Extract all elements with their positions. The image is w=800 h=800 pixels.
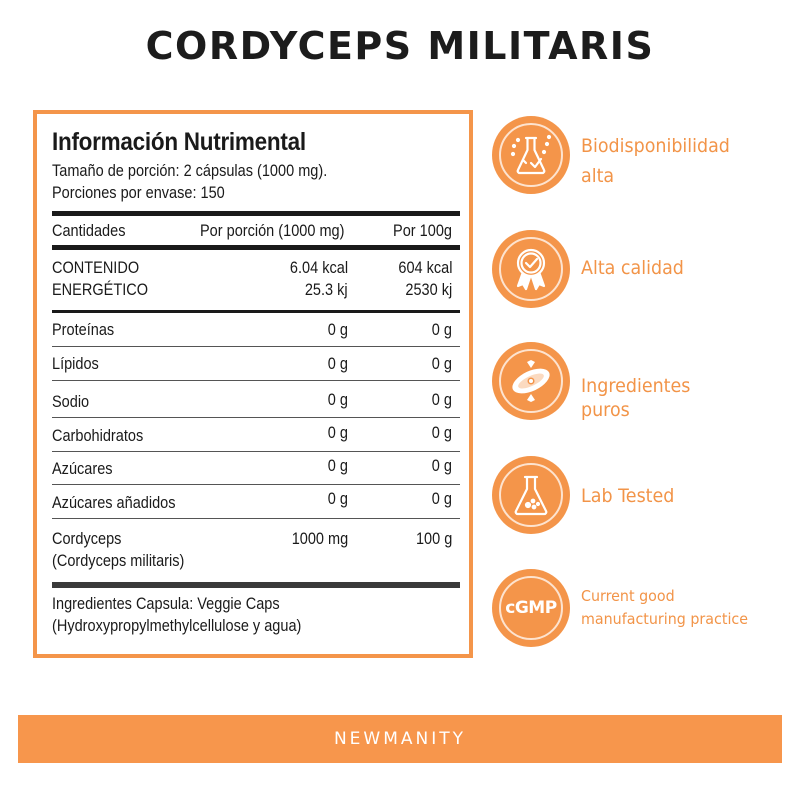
feature-cgmp: [492, 569, 792, 649]
divider: [52, 484, 460, 485]
divider: [52, 346, 460, 347]
active-per-serving: 1000 mg: [291, 530, 348, 548]
feature-label-line1: Biodisponibilidad: [581, 135, 730, 157]
nutrient-label: Proteínas: [52, 321, 115, 339]
nutrient-label: Azúcares: [52, 460, 113, 478]
nutrient-label: Azúcares añadidos: [52, 494, 176, 512]
divider: [52, 417, 460, 418]
nutrition-facts-panel: [33, 110, 473, 658]
divider-thick: [52, 211, 460, 216]
brand-logo: NEWMANITY: [333, 729, 467, 749]
nutrient-per-serving: 0 g: [327, 457, 348, 475]
energy-kj-per-100g: 2530 kj: [405, 281, 452, 299]
nutrient-label: Sodio: [52, 393, 90, 411]
servings-per-container: Porciones por envase: 150: [52, 184, 225, 202]
feature-label-line1: Alta calidad: [581, 257, 684, 279]
cgmp-badge: [492, 569, 570, 647]
energy-kj-per-serving: 25.3 kj: [305, 281, 348, 299]
active-label-line2: (Cordyceps militaris): [52, 552, 185, 570]
nutrient-per-100g: 0 g: [431, 391, 452, 409]
feature-label-line1: Lab Tested: [581, 485, 675, 507]
feature-label-line2: manufacturing practice: [581, 610, 749, 628]
energy-label-line2: ENERGÉTICO: [52, 281, 149, 299]
nutrient-per-100g: 0 g: [431, 424, 452, 442]
divider: [52, 380, 460, 381]
divider-heavy: [52, 582, 460, 588]
ingredients-line2: (Hydroxypropylmethylcellulose y agua): [52, 617, 302, 635]
column-header-per-100g: Por 100g: [393, 222, 452, 240]
column-header-amounts: Cantidades: [52, 222, 126, 240]
nutrient-per-100g: 0 g: [431, 321, 452, 339]
nutrient-per-100g: 0 g: [431, 457, 452, 475]
nutrient-per-serving: 0 g: [327, 391, 348, 409]
divider: [52, 518, 460, 519]
nutrient-per-serving: 0 g: [327, 355, 348, 373]
nutrient-label: Carbohidratos: [52, 427, 144, 445]
nutrient-per-100g: 0 g: [431, 355, 452, 373]
feature-label-line2: puros: [581, 399, 630, 421]
divider-thick: [52, 245, 460, 250]
flask-sparkle-icon: [492, 116, 570, 194]
nutrient-per-serving: 0 g: [327, 490, 348, 508]
product-title: CORDYCEPS MILITARIS: [145, 24, 655, 68]
active-label-line1: Cordyceps: [52, 530, 122, 548]
nutrient-per-serving: 0 g: [327, 424, 348, 442]
serving-size: Tamaño de porción: 2 cápsulas (1000 mg).: [52, 162, 328, 180]
atom-icon: [492, 342, 570, 420]
active-per-100g: 100 g: [415, 530, 452, 548]
energy-label-line1: CONTENIDO: [52, 259, 140, 277]
feature-label-line2: alta: [581, 165, 615, 187]
feature-high-quality: [492, 230, 792, 310]
brand-footer-bar: [18, 715, 782, 763]
nutrient-per-100g: 0 g: [431, 490, 452, 508]
divider: [52, 310, 460, 313]
nutrient-label: Lípidos: [52, 355, 99, 373]
feature-bioavailability: [492, 116, 792, 196]
ingredients-line1: Ingredientes Capsula: Veggie Caps: [52, 595, 280, 613]
cgmp-badge-text: cGMP: [505, 598, 557, 618]
nutrient-per-serving: 0 g: [327, 321, 348, 339]
lab-flask-icon: [492, 456, 570, 534]
column-header-per-serving: Por porción (1000 mg): [200, 222, 345, 240]
feature-pure-ingredients: [492, 342, 792, 422]
energy-kcal-per-100g: 604 kcal: [397, 259, 452, 277]
feature-lab-tested: [492, 456, 792, 536]
feature-label-line1: Ingredientes: [581, 375, 691, 397]
award-ribbon-icon: [492, 230, 570, 308]
energy-kcal-per-serving: 6.04 kcal: [289, 259, 348, 277]
divider: [52, 451, 460, 452]
feature-label-line1: Current good: [581, 587, 675, 605]
nutrition-heading: Información Nutrimental: [52, 128, 306, 156]
